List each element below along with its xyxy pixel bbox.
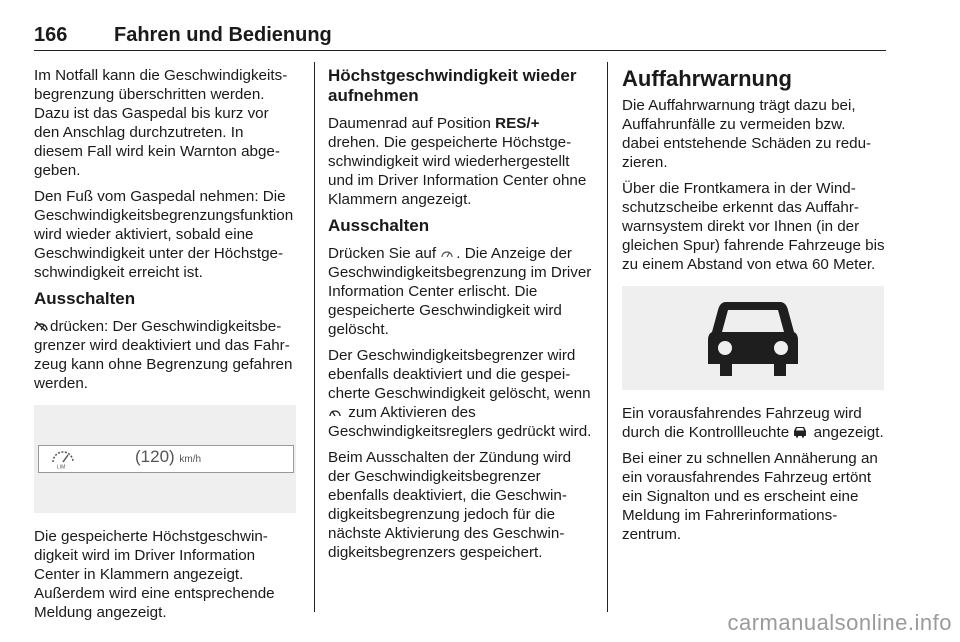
deactivate-text: drücken: Der Geschwindigkeitsbegrenzer wird deaktiviert und das Fahrzeug kann ohne Begrenzung gefahren werden. <box>34 318 293 392</box>
paragraph-press-off: Drücken Sie auf . Die Anzeige der Geschwindigkeitsbegrenzung im Driver Information Center erlischt. Die gespeicherte Geschwindigkeit wird gelöscht. <box>328 245 592 338</box>
paragraph-ignition-off: Beim Ausschalten der Zündung wird der Geschwindigkeitsbegrenzer ebenfalls deaktiviert, die Geschwindigkeitsbegrenzung jedoch für die nächste Aktivierung des Geschwindigkeitsbegrenzers gespeichert. <box>328 449 572 561</box>
paragraph-warning: Bei einer zu schnellen Annäherung an ein vorausfahrendes Fahrzeug ertönt ein Signalton und es erscheint eine Meldung im Fahrerinformationszentrum. <box>622 450 878 543</box>
speed-unit: km/h <box>179 454 202 465</box>
section-title: Fahren und Bedienung <box>114 24 332 46</box>
paragraph-reactivate: Den Fuß vom Gaspedal nehmen: Die Geschwindigkeitsbegrenzungsfunktion wird wieder aktiviert, sobald eine Geschwindigkeit unter der Höchstgeschwindigkeit erreicht ist. <box>34 188 294 281</box>
vehicle-ahead-icon <box>708 296 798 380</box>
header-divider <box>34 50 886 51</box>
page-number: 166 <box>34 24 68 46</box>
column-3 <box>622 66 886 551</box>
res-plus-label: RES/+ <box>495 115 540 132</box>
heading-resume: Höchstgeschwindigkeit wieder aufnehmen <box>328 66 577 105</box>
speed-limiter-display-figure <box>34 405 296 513</box>
column-2 <box>328 66 592 569</box>
paragraph-resume: Daumenrad auf Position RES/+ drehen. Die gespeicherte Höchstgeschwindigkeit wird wiederhergestellt und im Driver Information Center ohne Klammern angezeigt. <box>328 115 587 208</box>
paragraph-stored-speed: Die gespeicherte Höchstgeschwindigkeit wird im Driver Information Center in Klammern angezeigt. Außerdem wird eine entsprechende Meldung angezeigt. <box>34 528 275 621</box>
paragraph-camera: Über die Frontkamera in der Windschutzscheibe erkennt das Auffahrwarnsystem direkt vor Ihnen (in der gleichen Spur) fahrende Fahrzeuge bis zu einem Abstand von etwa 60 Meter. <box>622 180 885 273</box>
lim-label: LIM <box>57 464 66 469</box>
heading-ausschalten: Ausschalten <box>34 289 136 308</box>
vehicle-ahead-figure <box>622 286 884 390</box>
heading-auffahrwarnung: Auffahrwarnung <box>622 66 792 91</box>
paragraph-cruise-deactivate: Der Geschwindigkeitsbegrenzer wird ebenfalls deaktiviert und die gespeicherte Geschwindigkeit gelöscht, wenn zum Aktivieren des Geschwindigkeitsreglers gedrückt wird. <box>328 347 592 440</box>
speed-limiter-off-icon <box>34 320 48 332</box>
speed-limiter-icon <box>49 449 77 469</box>
column-divider-2 <box>607 62 608 612</box>
speed-limiter-button-icon <box>440 247 454 259</box>
watermark: carmanualsonline.info <box>727 610 952 635</box>
column-1 <box>34 66 296 629</box>
paragraph-deactivate <box>34 317 296 393</box>
stored-speed-value: (120) km/h <box>135 447 202 466</box>
driver-info-display <box>38 445 294 473</box>
column-divider-1 <box>314 62 315 612</box>
paragraph-intro: Die Auffahrwarnung trägt dazu bei, Auffahrunfälle zu vermeiden bzw. dabei entstehende Schäden zu reduzieren. <box>622 97 872 171</box>
cruise-control-icon <box>328 406 342 418</box>
vehicle-ahead-small-icon <box>793 426 807 438</box>
paragraph-indicator: Ein vorausfahrendes Fahrzeug wird durch die Kontrollleuchte angezeigt. <box>622 405 884 441</box>
heading-ausschalten-2: Ausschalten <box>328 216 430 235</box>
paragraph-emergency: Im Notfall kann die Geschwindigkeitsbegrenzung überschritten werden. Dazu ist das Gaspedal bis kurz vor den Anschlag durchzutreten. In diesem Fall wird kein Warnton abgegeben. <box>34 67 288 179</box>
page-header <box>34 24 886 50</box>
